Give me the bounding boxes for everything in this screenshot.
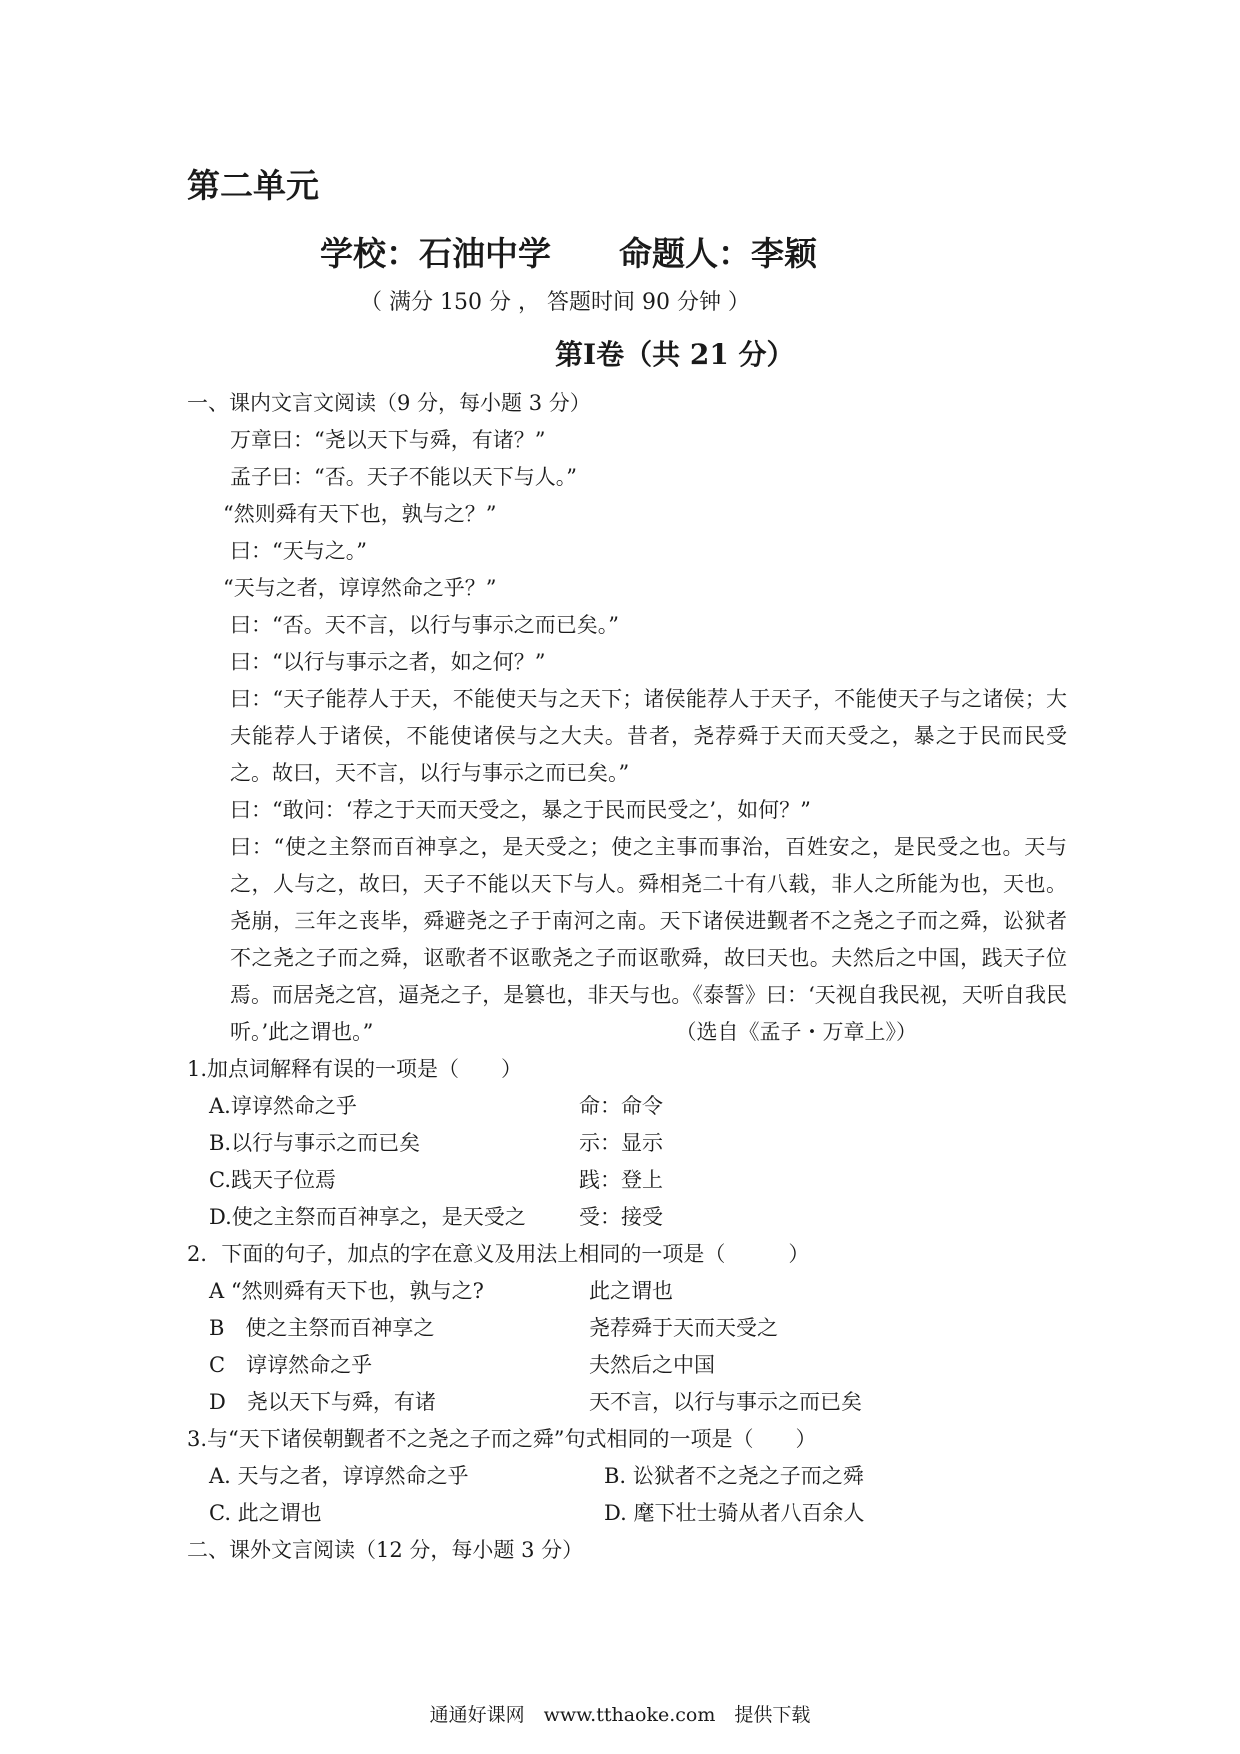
question-3 (187, 1421, 1067, 1532)
question-option: C 谆谆然命之乎 夫然后之中国 (209, 1353, 715, 1377)
dialogue-line: 曰：“以行与事示之者，如之何？” (230, 650, 546, 674)
question-option: C.践天子位焉 践：登上 (209, 1168, 663, 1192)
school-label: 学校：石油中学 (320, 234, 551, 273)
volume-title: 第Ⅰ卷（共 21 分） (555, 338, 795, 371)
passage-paragraph: 曰：“天子能荐人于天，不能使天与之天下；诸侯能荐人于天子，不能使天子与之诸侯；大夫能荐人于诸侯，不能使诸侯与之大夫。昔者，尧荐舜于天而天受之，暴之于民而民受之。故曰，天不言，以行与事示之而已矣。” (230, 687, 1067, 785)
dialogue-line: “然则舜有天下也，孰与之？” (223, 502, 497, 526)
dialogue-line: 曰：“天与之。” (230, 539, 367, 563)
passage-source: （选自《孟子・万章上》） (675, 1020, 917, 1044)
dialogue-line: 曰：“敢问：‘荐之于天而天受之，暴之于民而民受之’，如何？” (230, 798, 811, 822)
exam-header (320, 228, 817, 275)
question-stem: 3.与“天下诸侯朝觐者不之尧之子而之舜”句式相同的一项是（ ） (187, 1427, 817, 1451)
dialogue-line: 曰：“否。天不言，以行与事示之而已矣。” (230, 613, 619, 637)
page-footer: 通通好课网 www.tthaoke.com 提供下载 (429, 1704, 811, 1726)
passage-paragraph: 曰：“使之主祭而百神享之，是天受之；使之主事而事治，百姓安之，是民受之也。天与之，人与之，故曰，天子不能以天下与人。舜相尧二十有八载，非人之所能为也，天也。尧崩，三年之丧毕，舜避尧之子于南河之南。天下诸侯进觐者不之尧之子而之舜，讼狱者不之尧之子而之舜，讴歌者不讴歌尧之子而讴歌舜，故曰天也。夫然后之中国，践天子位焉。而居尧之宫，逼尧之子，是篡也，非天与也。《泰誓》曰：‘天视自我民视，天听自我民听。’此之谓也。” (230, 835, 1067, 1044)
section-heading: 一、课内文言文阅读（9 分，每小题 3 分） (187, 391, 591, 415)
question-1 (187, 1051, 1067, 1236)
question-option: A. 天与之者，谆谆然命之乎 B. 讼狱者不之尧之子而之舜 (209, 1464, 864, 1488)
question-option: C. 此之谓也 D. 麾下壮士骑从者八百余人 (209, 1501, 865, 1525)
unit-title: 第二单元 (187, 166, 319, 205)
question-option: B.以行与事示之而已矣 示：显示 (209, 1131, 663, 1155)
question-option: D 尧以天下与舜，有诸 天不言，以行与事示之而已矣 (209, 1390, 862, 1414)
question-option: A.谆谆然命之乎 命：命令 (209, 1094, 663, 1118)
dialogue-line: “天与之者，谆谆然命之乎？” (223, 576, 497, 600)
exam-body (187, 385, 1067, 1569)
section-heading: 二、课外文言阅读（12 分，每小题 3 分） (187, 1538, 584, 1562)
question-stem: 2．下面的句子，加点的字在意义及用法上相同的一项是（ ） (187, 1242, 810, 1266)
question-stem: 1.加点词解释有误的一项是（ ） (187, 1057, 523, 1081)
author-label: 命题人：李颖 (619, 234, 817, 273)
question-option: A “然则舜有天下也，孰与之? 此之谓也 (209, 1279, 673, 1303)
question-option: D.使之主祭而百神享之，是天受之 受：接受 (209, 1205, 663, 1229)
question-option: B 使之主祭而百神享之 尧荐舜于天而天受之 (209, 1316, 778, 1340)
dialogue-line: 孟子曰：“否。天子不能以天下与人。” (230, 465, 577, 489)
dialogue-line: 万章曰：“尧以天下与舜，有诸？” (230, 428, 546, 452)
score-time-note: （ 满分 150 分 ， 答题时间 90 分钟 ） (360, 290, 750, 315)
question-2 (187, 1236, 1067, 1421)
